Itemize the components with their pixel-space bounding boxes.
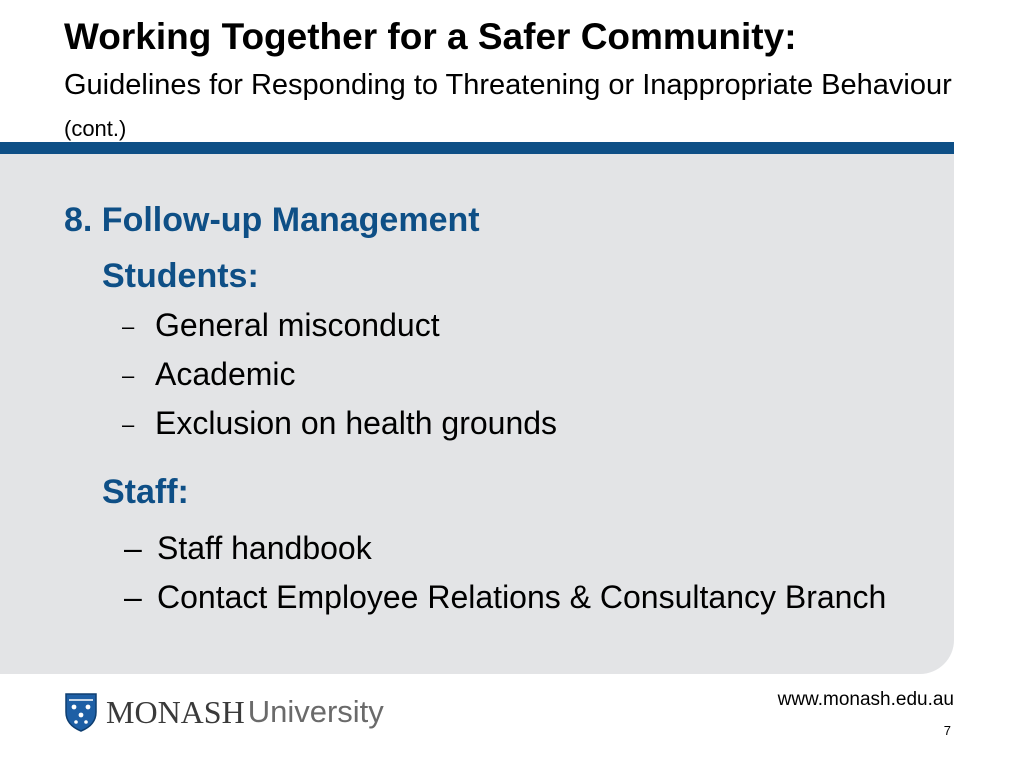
dash-bullet: – [122, 363, 135, 388]
subtitle-text: Guidelines for Responding to Threatening or Inappropriate Behaviour [64, 69, 952, 101]
section-heading: 8. Follow-up Management [64, 201, 480, 239]
list-item [124, 529, 924, 567]
list-item-text: Contact Employee Relations & Consultancy Branch [157, 579, 887, 615]
crest-icon [64, 692, 98, 732]
title-divider [0, 142, 954, 154]
monash-logo [64, 690, 384, 734]
dash-bullet: – [124, 579, 142, 615]
logo-wordmark-monash: MONASH [106, 694, 245, 730]
list-item-text: Exclusion on health grounds [155, 405, 558, 441]
slide-subtitle [64, 64, 964, 150]
list-item-text: Staff handbook [157, 530, 372, 566]
page-number: 7 [943, 723, 951, 738]
dash-bullet: – [122, 314, 135, 339]
students-heading: Students: [102, 257, 259, 295]
footer-url: www.monash.edu.au [777, 689, 954, 710]
dash-bullet: – [122, 412, 135, 437]
list-item-text: Academic [155, 356, 296, 392]
slide-title: Working Together for a Safer Community: [64, 16, 797, 57]
list-item-text: General misconduct [155, 307, 440, 343]
subtitle-continued: (cont.) [64, 116, 127, 141]
staff-heading: Staff: [102, 473, 189, 511]
list-item [124, 578, 924, 616]
dash-bullet: – [124, 530, 142, 566]
staff-list [124, 529, 924, 627]
logo-wordmark-university: University [247, 694, 384, 729]
